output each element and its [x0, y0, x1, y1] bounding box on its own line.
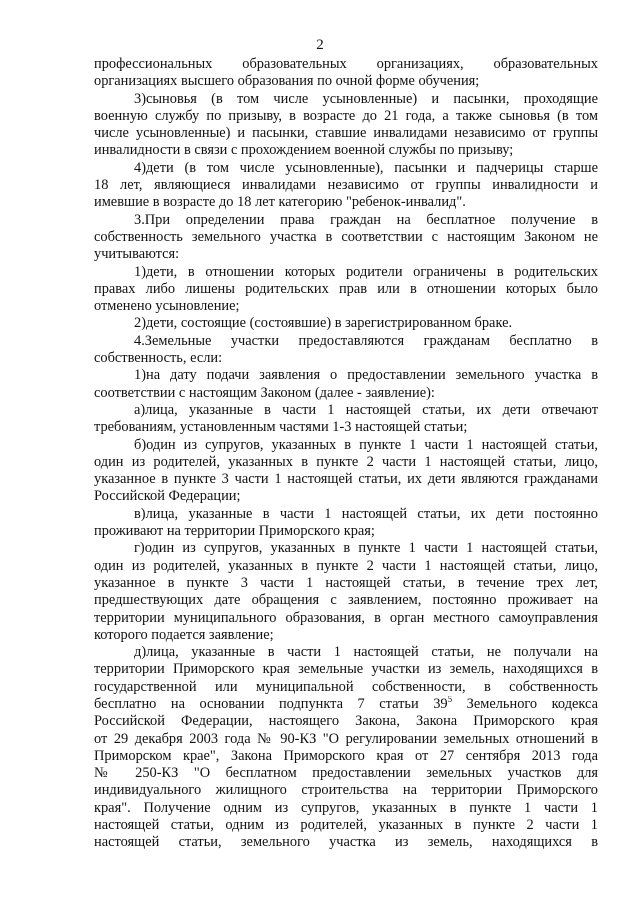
- text-line-content: Земельного кодекса: [452, 695, 598, 712]
- text-line-content: профессиональных образовательных организациях, образовательных: [94, 56, 598, 72]
- text-line-content: бесплатно на основании подпункта 7 статьи 39: [94, 695, 448, 712]
- text-line: [94, 454, 598, 471]
- text-line: [94, 713, 598, 730]
- text-line-content: а)лица, указанные в части 1 настоящей статьи, их дети отвечают: [134, 401, 598, 418]
- text-line-content: один из родителей, указанных в пункте 2 части 1 настоящей статьи, лицо,: [94, 453, 598, 470]
- text-line: [94, 402, 598, 419]
- text-line: [94, 281, 598, 298]
- text-line-content: 2)дети, состоящие (состоявшие) в зарегистрированном браке.: [134, 315, 513, 332]
- text-line-content: отменено усыновление;: [94, 298, 240, 315]
- text-line-content: один из родителей, указанных в пункте 2 части 1 настоящей статьи, лицо,: [94, 557, 598, 574]
- text-line: [94, 160, 598, 177]
- text-line-content: собственность земельного участка в соответствии с настоящим Законом не: [94, 228, 598, 245]
- text-line: [94, 229, 598, 246]
- text-line-content: правах либо лишены родительских прав или в отношении которых было: [94, 280, 598, 297]
- text-line: [94, 592, 598, 609]
- text-line-content: 18 лет, являющиеся инвалидами независимо от группы инвалидности и: [94, 177, 598, 194]
- text-line-content: территории Приморского края земельные участки из земель, находящихся в: [94, 661, 598, 678]
- text-line-content: 4.Земельные участки предоставляются гражданам бесплатно в: [134, 332, 598, 349]
- text-line: [94, 558, 598, 575]
- text-line-content: д)лица, указанные в части 1 настоящей статьи, не получали на: [134, 644, 598, 661]
- text-line-content: соответствии с настоящим Законом (далее - заявление):: [94, 384, 435, 401]
- text-line: [94, 73, 598, 90]
- text-line: [94, 506, 598, 523]
- text-line: [94, 782, 598, 799]
- text-line: [94, 298, 598, 315]
- text-line: [94, 661, 598, 678]
- text-line: [94, 194, 598, 211]
- text-line: [94, 540, 598, 557]
- text-line-content: инвалидности в связи с прохождением военной службы по призыву;: [94, 142, 514, 159]
- text-line: [94, 644, 598, 661]
- text-line: [94, 264, 598, 281]
- page-number: 2: [316, 37, 324, 53]
- text-line: [94, 731, 598, 748]
- text-line: [94, 350, 598, 367]
- text-line: [94, 575, 598, 592]
- text-line: [94, 419, 598, 436]
- text-line-content: указанное в пункте 3 части 1 настоящей статьи, в течение трех лет,: [94, 574, 598, 591]
- text-line: [94, 56, 598, 73]
- text-line-content: организациях высшего образования по очной форме обучения;: [94, 73, 480, 90]
- text-line-content: проживают на территории Приморского края;: [94, 523, 375, 540]
- text-line: [94, 679, 598, 696]
- text-line: [94, 212, 598, 229]
- text-line: [94, 488, 598, 505]
- text-line: [94, 177, 598, 194]
- text-line-content: края". Получение одним из супругов, указанных в пункте 1 части 1: [94, 799, 598, 816]
- text-line-content: № 250-КЗ "О бесплатном предоставлении земельных участков для: [94, 765, 598, 782]
- text-line-content: настоящей статьи, одним из родителей, указанных в пункте 2 части 1: [94, 817, 598, 834]
- text-line-content: собственность, если:: [94, 350, 223, 367]
- text-line-content: 1)дети, в отношении которых родители ограничены в родительских: [134, 263, 598, 280]
- text-line-content: от 29 декабря 2003 года № 90-КЗ "О регулировании земельных отношений в: [94, 730, 598, 747]
- text-line-content: Российской Федерации;: [94, 488, 241, 505]
- text-line-content: 3)сыновья (в том числе усыновленные) и пасынки, проходящие: [134, 90, 598, 107]
- text-line: [94, 367, 598, 384]
- text-line: [94, 817, 598, 834]
- text-line-content: которого подается заявление;: [94, 626, 274, 643]
- text-line-content: б)один из супругов, указанных в пункте 1 части 1 настоящей статьи,: [134, 436, 598, 453]
- text-line: [94, 315, 598, 332]
- text-line-content: военную службу по призыву, в возрасте до 21 года, а также сыновья (в том: [94, 107, 598, 124]
- text-line: [94, 91, 598, 108]
- text-line-content: территории муниципального образования, в орган местного самоуправления: [94, 609, 598, 626]
- text-line-content: 1)на дату подачи заявления о предоставлении земельного участка в: [134, 367, 598, 384]
- text-line: [94, 610, 598, 627]
- text-line: [94, 627, 598, 644]
- text-line-content: 3.При определении права граждан на бесплатное получение в: [134, 211, 598, 228]
- text-line-content: учитываются:: [94, 246, 180, 263]
- text-line-content: указанное в пункте 3 части 1 настоящей статьи, их дети являются гражданами: [94, 471, 598, 488]
- text-line: [94, 333, 598, 350]
- text-line-content: г)один из супругов, указанных в пункте 1 части 1 настоящей статьи,: [134, 540, 598, 557]
- text-line-content: государственной или муниципальной собственности, в собственность: [94, 678, 598, 695]
- text-line: [94, 523, 598, 540]
- text-line-content: в)лица, указанные в части 1 настоящей статьи, их дети постоянно: [134, 505, 598, 522]
- text-line-content: Приморском крае", Закона Приморского края от 27 сентября 2013 года: [94, 747, 598, 764]
- text-line: [94, 142, 598, 159]
- text-line-content: 4)дети (в том числе усыновленные), пасынки и падчерицы старше: [134, 159, 598, 176]
- text-line-content: предшествующих дате обращения с заявлением, постоянно проживает на: [94, 592, 598, 609]
- text-line: [94, 471, 598, 488]
- text-line-content: имевшие в возрасте до 18 лет категорию "ребенок-инвалид".: [94, 194, 466, 211]
- text-line-content: настоящей статьи, земельного участка из земель, находящихся в: [94, 834, 598, 851]
- text-line: [94, 108, 598, 125]
- text-line: [94, 437, 598, 454]
- text-line: [94, 748, 598, 765]
- text-line: [94, 696, 598, 713]
- text-line: [94, 385, 598, 402]
- document-body: [94, 56, 598, 852]
- text-line: [94, 125, 598, 142]
- text-line-content: требованиям, установленным частями 1-3 настоящей статьи;: [94, 419, 468, 436]
- text-line-content: числе усыновленные) и пасынки, ставшие инвалидами независимо от группы: [94, 125, 598, 142]
- text-line-content: Российской Федерации, настоящего Закона, Закона Приморского края: [94, 713, 598, 730]
- text-line: [94, 246, 598, 263]
- text-line: [94, 800, 598, 817]
- superscript: 5: [447, 695, 453, 705]
- text-line: [94, 834, 598, 851]
- text-line-content: индивидуального жилищного строительства на территории Приморского: [94, 782, 598, 799]
- text-line: [94, 765, 598, 782]
